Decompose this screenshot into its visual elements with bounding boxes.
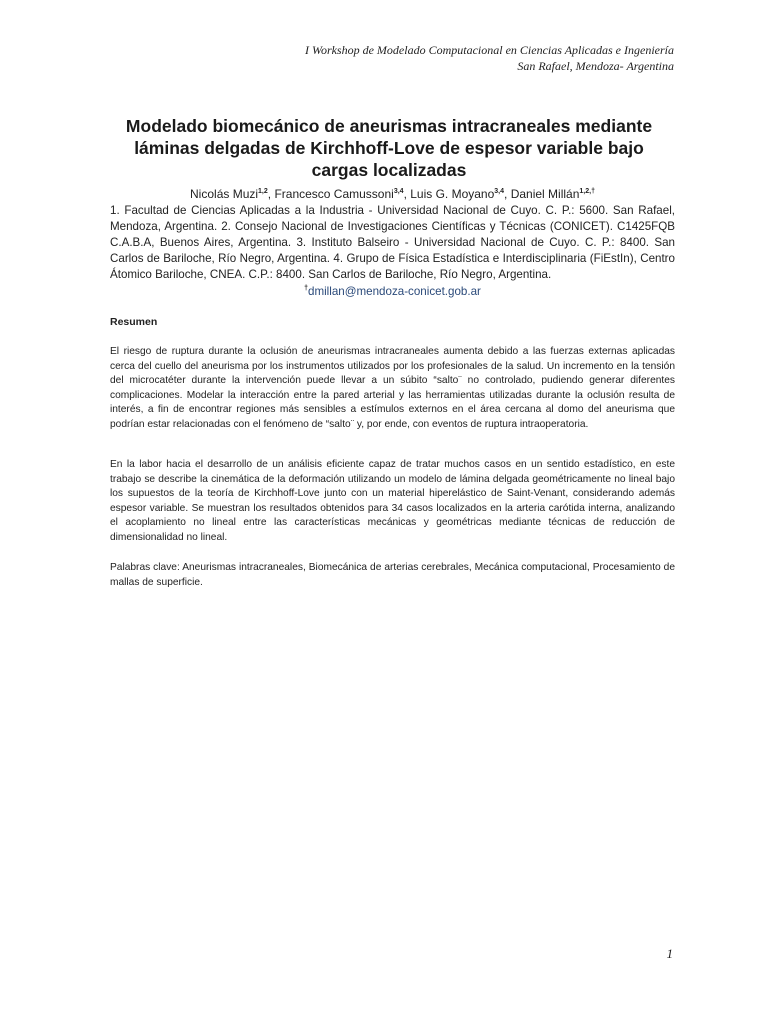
author-affil-sup: 3,4	[494, 188, 505, 195]
running-header	[305, 42, 674, 74]
corresponding-mark: †	[304, 285, 308, 292]
abstract-paragraph-1: El riesgo de ruptura durante la oclusión de aneurismas intracraneales aumenta debido a las fuerzas externas aplicadas cerca del cuello del aneurisma por los instrumentos utilizados por los profesionales de la salud. Un incremento en la tensión del microcatéter durante la intervención puede llevar a un súbito “salto¨ no controlado, pudiendo generar diferentes complicaciones. Modelar la interacción entre la pared arterial y las herramientas utilizadas durante la oclusión resulta de interés, a fin de encontrar regiones más sensibles a estímulos externos en el área cercana al domo del aneurisma que podrían estar relacionadas con el fenómeno de “salto¨ y, por ende, con eventos de ruptura intraoperatoria.	[110, 346, 675, 430]
header-workshop: I Workshop de Modelado Computacional en Ciencias Aplicadas e Ingeniería	[305, 43, 674, 57]
header-location: San Rafael, Mendoza- Argentina	[517, 59, 674, 73]
abstract-heading: Resumen	[110, 316, 158, 328]
contact-email	[110, 282, 675, 299]
author-affil-sup: 1,2,†	[579, 188, 595, 195]
keywords-paragraph: Palabras clave: Aneurismas intracraneales, Biomecánica de arterias cerebrales, Mecánica computacional, Procesamiento de mallas de superficie.	[110, 562, 675, 588]
paper-title: Modelado biomecánico de aneurismas intracraneales mediante láminas delgadas de Kirchhoff-Love de espesor variable bajo cargas localizadas	[125, 116, 653, 180]
author-name: Nicolás Muzi	[190, 187, 259, 201]
author-affil-sup: 1,2	[258, 188, 268, 195]
page-number: 1	[666, 946, 673, 961]
author-name: Luis G. Moyano	[410, 187, 495, 201]
affiliations: 1. Facultad de Ciencias Aplicadas a la Industria - Universidad Nacional de Cuyo. C. P.: 5600. San Rafael, Mendoza, Argentina. 2. Consejo Nacional de Investigaciones Científicas y Técnicas (CONICET). C1425FQB C.A.B.A, Buenos Aires, Argentina. 3. Instituto Balseiro - Universidad Nacional de Cuyo. C. P.: 8400. San Carlos de Bariloche, Río Negro, Argentina. 4. Grupo de Física Estadística e Interdisciplinaria (FiEstIn), Centro Átomico Bariloche, CNEA. C.P.: 8400. San Carlos de Bariloche, Río Negro, Argentina.	[110, 204, 675, 281]
author-affil-sup: 3,4	[393, 188, 404, 195]
abstract-paragraph-2: En la labor hacia el desarrollo de un análisis eficiente capaz de tratar muchos casos en un sentido estadístico, en este trabajo se describe la cinemática de la deformación utilizando un modelo de lámina delgada geométricamente no lineal bajo los supuestos de la teoría de Kirchhoff-Love junto con un material hiperelástico de Saint-Venant, considerando además espesor variable. Se muestran los resultados obtenidos para 34 casos localizados en la arteria carótida interna, analizando el acoplamiento no lineal entre las características mecánicas y geométricas mediante técnicas de reducción de dimensionalidad no lineal.	[110, 459, 675, 543]
author-name: Daniel Millán	[510, 187, 580, 201]
author-list: Nicolás Muzi$^{1,2}$, Francesco Camussoni$^{3,4}$, Luis G. Moyano$^{3,4}$, Daniel Millán$^{1,2,\dagger}$	[190, 187, 595, 201]
email-link[interactable]: dmillan@mendoza-conicet.gob.ar	[308, 284, 481, 298]
author-name: Francesco Camussoni	[274, 187, 394, 201]
